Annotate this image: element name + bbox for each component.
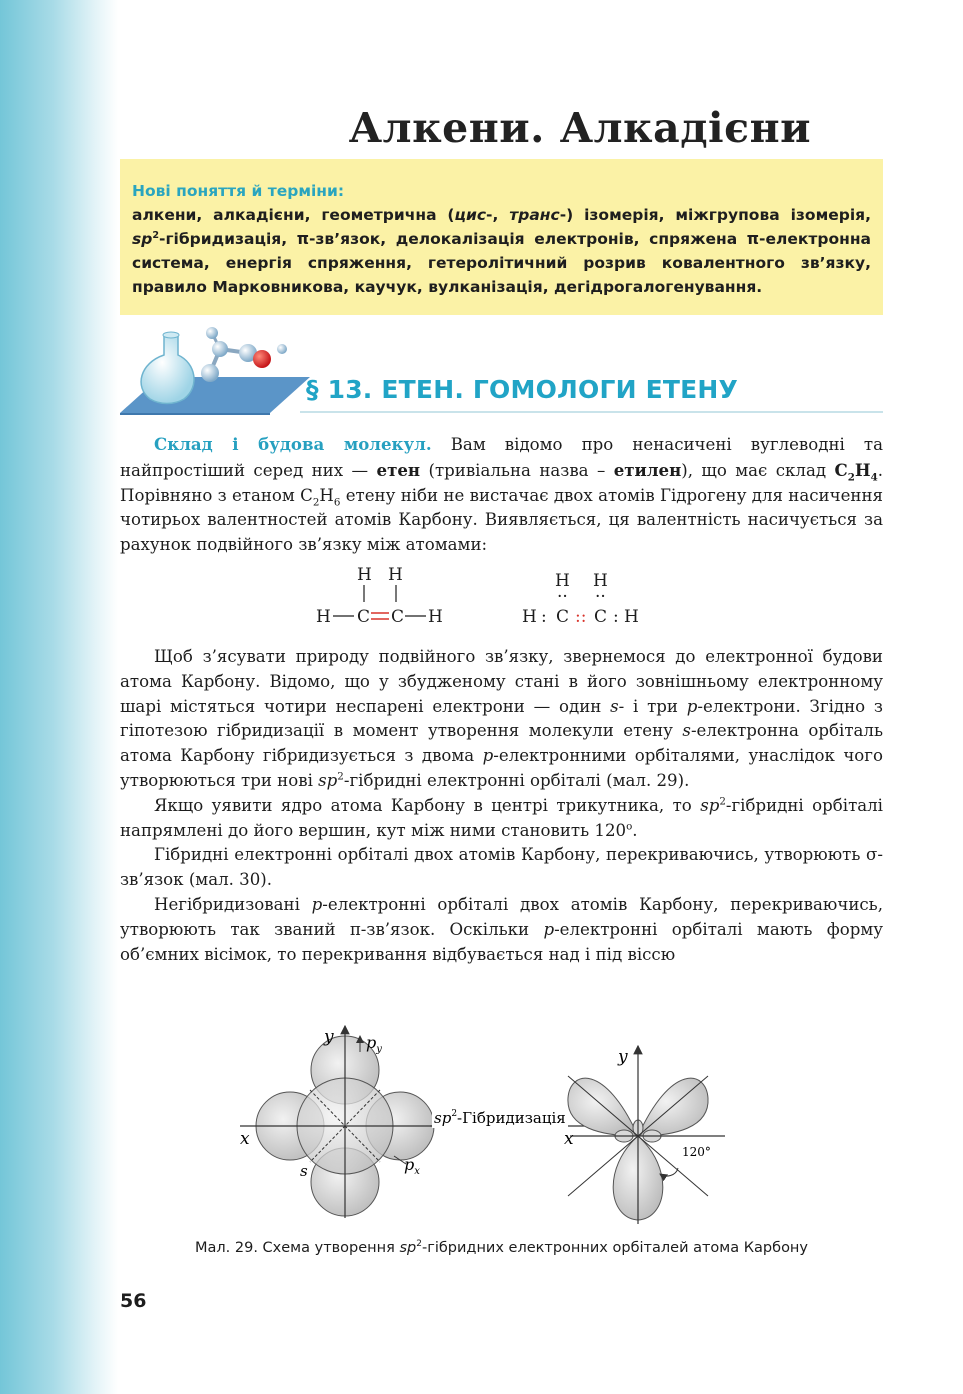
electron-pair: :	[613, 607, 619, 627]
structural-formula	[316, 565, 443, 627]
terms-heading: Нові поняття й терміни:	[132, 182, 345, 200]
paragraph-electronic-structure: Щоб з’ясувати природу подвійного зв’язку, звернемося до електронної будови атома Карбону. Відомо, що у збудженому стані в його зовнішньому електронному шарі містяться чотири неспарені електрони — один s- і три p-електрони. Згідно з гіпотезою гібридизації в момент утворення молекули етену s-електронна орбіталь атома Карбону гібридизується з двома p-електронними орбіталями, унаслідок чого утворюються три нові $sp^2$-гібридні електронні орбіталі (мал. 29). Якщо уявити ядро атома Карбону в центрі трикутника, то $sp^2$-гібридні орбіталі напрямлені до його вершин, кут між ними становить 120$^o$. Гібридні електронні орбіталі двох атомів Карбону, перекриваючись, утворюють σ-зв’язок (мал. 30). Негібридизовані p-електронні орбіталі двох атомів Карбону, перекриваючись, утворюють так званий π-зв’язок. Оскільки p-електронні орбіталі мають форму об’ємних вісімок, то перекривання відбувається над і під віссю	[120, 647, 883, 964]
page-side-strip	[0, 0, 118, 1394]
axis-label-x: x	[564, 1129, 574, 1149]
hybridization-diagram	[230, 1018, 790, 1230]
lab-flask-molecule-icon	[120, 325, 310, 415]
h-atom: H	[555, 571, 570, 591]
svg-text:sp2-Гібридизація: $sp^2$-Гібридизація	[434, 1109, 566, 1127]
h-atom: H	[316, 607, 331, 627]
electron-pair: ··	[595, 587, 606, 607]
terms-list: алкени, алкадієни, геометрична (цис-, транс-) ізомерія, міжгрупова ізомерія, $sp^2$-гібридизація, π-зв’язок, делокалізація електронів, спряжена π-електронна система, енергія спряження, гетеролітичний розрив ковалентного зв’язку, правило Марковникова, каучук, вулканізація, дегідрогалогенування.	[132, 206, 871, 296]
c-atom: C	[391, 607, 405, 627]
h-atom: H	[522, 607, 537, 627]
h-atom: H	[388, 565, 403, 585]
section-header	[120, 325, 883, 415]
electron-dot-formula	[522, 571, 639, 627]
orbital-label-px: $p_x$	[404, 1155, 420, 1177]
electron-pair: ··	[557, 587, 568, 607]
ethene-structural-formulas	[300, 558, 660, 634]
unhybridized-orbitals	[240, 1026, 438, 1218]
paragraph-lead: Склад і будова молекул.	[154, 434, 432, 454]
orbital-label-py: $p_y$	[366, 1033, 382, 1055]
electron-pair: :	[541, 607, 547, 627]
page-number: 56	[120, 1290, 147, 1312]
figure-caption: Мал. 29. Схема утворення $sp^2$-гібридних електронних орбіталей атома Карбону	[195, 1239, 808, 1256]
shared-electron-pairs: ::	[575, 607, 587, 627]
section-title: § 13. ЕТЕН. ГОМОЛОГИ ЕТЕНУ	[306, 375, 739, 404]
section-divider	[300, 411, 883, 413]
angle-label: 120°	[682, 1145, 711, 1159]
sp2-hybrid-orbitals	[564, 1046, 725, 1224]
orbital-label-s: s	[300, 1162, 308, 1180]
new-terms-box	[120, 159, 883, 315]
c-atom: C	[594, 607, 608, 627]
axis-label-y: y	[618, 1047, 628, 1067]
c-atom: C	[556, 607, 570, 627]
paragraph-composition: Склад і будова молекул. Вам відомо про ненасичені вуглеводні та найпростіший серед них — етен (тривіальна назва – етилен), що має склад $C_2H_4$. Порівняно з етаном $C_2H_6$ етену ніби не вистачає двох атомів Гідрогену для насичення чотирьох валентностей атомів Карбону. Виявляється, ця валентність насичується за рахунок подвійного зв’язку між атомами:	[120, 434, 883, 555]
axis-label-x: x	[240, 1129, 250, 1149]
h-atom: H	[593, 571, 608, 591]
h-atom: H	[624, 607, 639, 627]
h-atom: H	[428, 607, 443, 627]
axis-label-y: y	[324, 1027, 334, 1047]
c-atom: C	[357, 607, 371, 627]
h-atom: H	[357, 565, 372, 585]
chapter-title: Алкени. Алкадієни	[348, 104, 811, 152]
